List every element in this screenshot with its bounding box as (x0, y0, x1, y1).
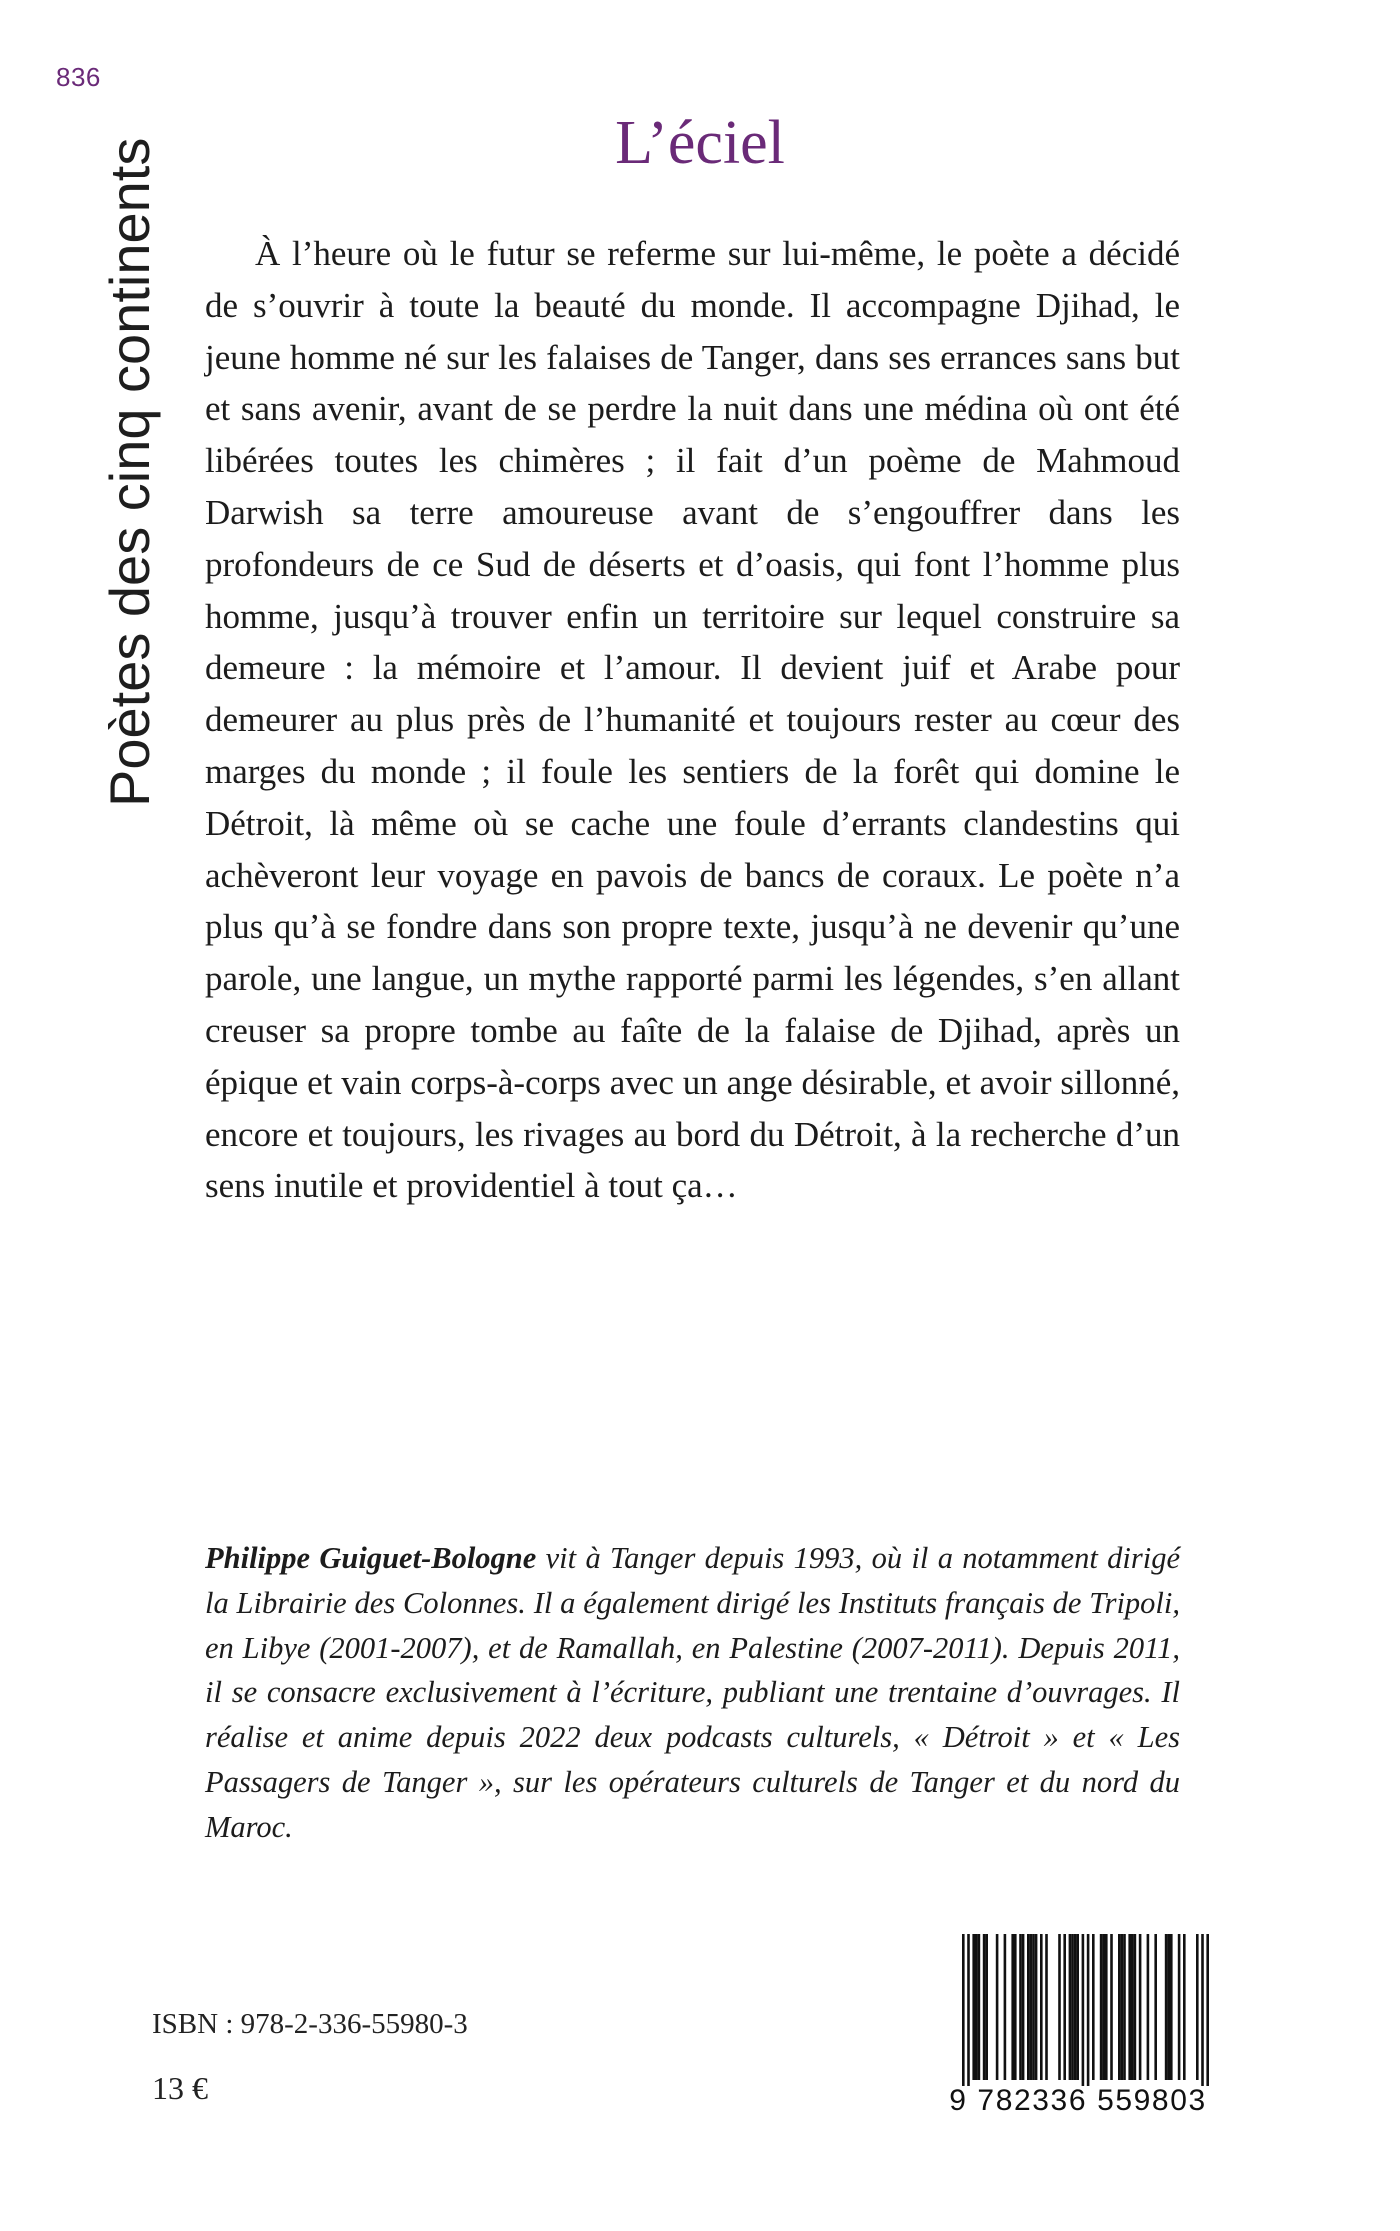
author-bio (205, 1536, 1180, 1850)
barcode-bar (978, 1934, 981, 2080)
series-number: 836 (56, 62, 101, 92)
barcode-bar (1030, 1934, 1033, 2080)
barcode-bar (1092, 1934, 1095, 2080)
author-name: Philippe Guiguet-Bologne (205, 1541, 537, 1575)
barcode-bar (1027, 1934, 1030, 2080)
barcode-digits: 9 782336 559803 (942, 2086, 1214, 2116)
barcode-bar (1170, 1934, 1173, 2080)
barcode-bar (1082, 1934, 1085, 2102)
barcode-bar (975, 1934, 978, 2080)
barcode (942, 1930, 1214, 2130)
barcode-bar (1076, 1934, 1079, 2080)
barcode-bar (1004, 1934, 1007, 2080)
barcode-bar (985, 1934, 988, 2080)
barcode-bar (1069, 1934, 1072, 2080)
barcode-bar (1178, 1934, 1181, 2080)
barcode-bar (1045, 1934, 1048, 2080)
barcode-bar (1040, 1934, 1043, 2080)
book-title: L’éciel (615, 109, 785, 177)
barcode-bar (1074, 1934, 1077, 2080)
price: 13 € (152, 2070, 208, 2106)
barcode-bar (1071, 1934, 1074, 2080)
barcode-bar (1019, 1934, 1022, 2080)
barcode-bar (1032, 1934, 1035, 2080)
barcode-bar (1118, 1934, 1121, 2080)
barcode-bar (962, 1934, 965, 2102)
barcode-bar (1105, 1934, 1108, 2080)
barcode-bar (1183, 1934, 1186, 2080)
barcode-bar (1147, 1934, 1150, 2080)
barcode-bar (1110, 1934, 1113, 2080)
barcode-bar (1022, 1934, 1025, 2080)
barcode-bar (1128, 1934, 1131, 2080)
isbn: ISBN : 978-2-336-55980-3 (152, 2008, 468, 2040)
barcode-bar (1196, 1934, 1199, 2080)
barcode-bar (1165, 1934, 1168, 2080)
barcode-bar (983, 1934, 986, 2080)
barcode-bar (1035, 1934, 1038, 2080)
barcode-bar (1167, 1934, 1170, 2080)
barcode-bar (972, 1934, 975, 2080)
barcode-bar (1154, 1934, 1157, 2080)
barcode-bar (1123, 1934, 1126, 2080)
barcode-bar (1014, 1934, 1017, 2080)
barcode-bar (1058, 1934, 1061, 2080)
barcode-bar (1011, 1934, 1014, 2080)
barcode-bar (1139, 1934, 1142, 2080)
barcode-bar (996, 1934, 999, 2080)
barcode-bar (1121, 1934, 1124, 2080)
barcode-bar (1102, 1934, 1105, 2080)
barcode-bar (1134, 1934, 1137, 2080)
barcode-bar (1131, 1934, 1134, 2080)
blurb-text: À l’heure où le futur se referme sur lui-même, le poète a décidé de s’ouvrir à toute la beauté du monde. Il accompagne Djihad, le jeune homme né sur les falaises de Tanger, dans ses errances sans but et sans avenir, avant de se perdre la nuit dans une médina où ont été libérées toutes les chimères ; il fait d’un poème de Mahmoud Darwish sa terre amoureuse avant de s’engouffrer dans les profondeurs de ce Sud de déserts et d’oasis, qui font l’homme plus homme, jusqu’à trouver enfin un territoire sur lequel construire sa demeure : la mémoire et l’amour. Il devient juif et Arabe pour demeurer au plus près de l’humanité et toujours rester au cœur des marges du monde ; il foule les sentiers de la forêt qui domine le Détroit, là même où se cache une foule d’errants clandestins qui achèveront leur voyage en pavois de bancs de coraux. Le poète n’a plus qu’à se fondre dans son propre texte, jusqu’à ne devenir qu’une parole, une langue, un mythe rapporté parmi les légendes, s’en allant creuser sa propre tombe au faîte de la falaise de Djihad, après un épique et vain corps-à-corps avec un ange désirable, et avoir sillonné, encore et toujours, les rivages au bord du Détroit, à la recherche d’un sens inutile et providentiel à tout ça… (205, 234, 1180, 1206)
author-bio-text: vit à Tanger depuis 1993, où il a notamment dirigé la Librairie des Colonnes. Il a également dirigé les Instituts français de Tripoli, en Libye (2001-2007), et de Ramallah, en Palestine (2007-2011). Depuis 2011, il se consacre exclusivement à l’écriture, publiant une trentaine d’ouvrages. Il réalise et anime depuis 2022 deux podcasts culturels, « Détroit » et « Les Passagers de Tanger », sur les opérateurs culturels de Tanger et du nord du Maroc. (205, 1541, 1180, 1844)
barcode-bar (1201, 1934, 1204, 2102)
barcode-bar (1100, 1934, 1103, 2080)
barcode-bar (1063, 1934, 1066, 2080)
series-title: Poètes des cinq continents (98, 138, 161, 808)
barcode-bar (967, 1934, 970, 2102)
barcode-bar (1206, 1934, 1209, 2102)
barcode-bar (1087, 1934, 1090, 2102)
